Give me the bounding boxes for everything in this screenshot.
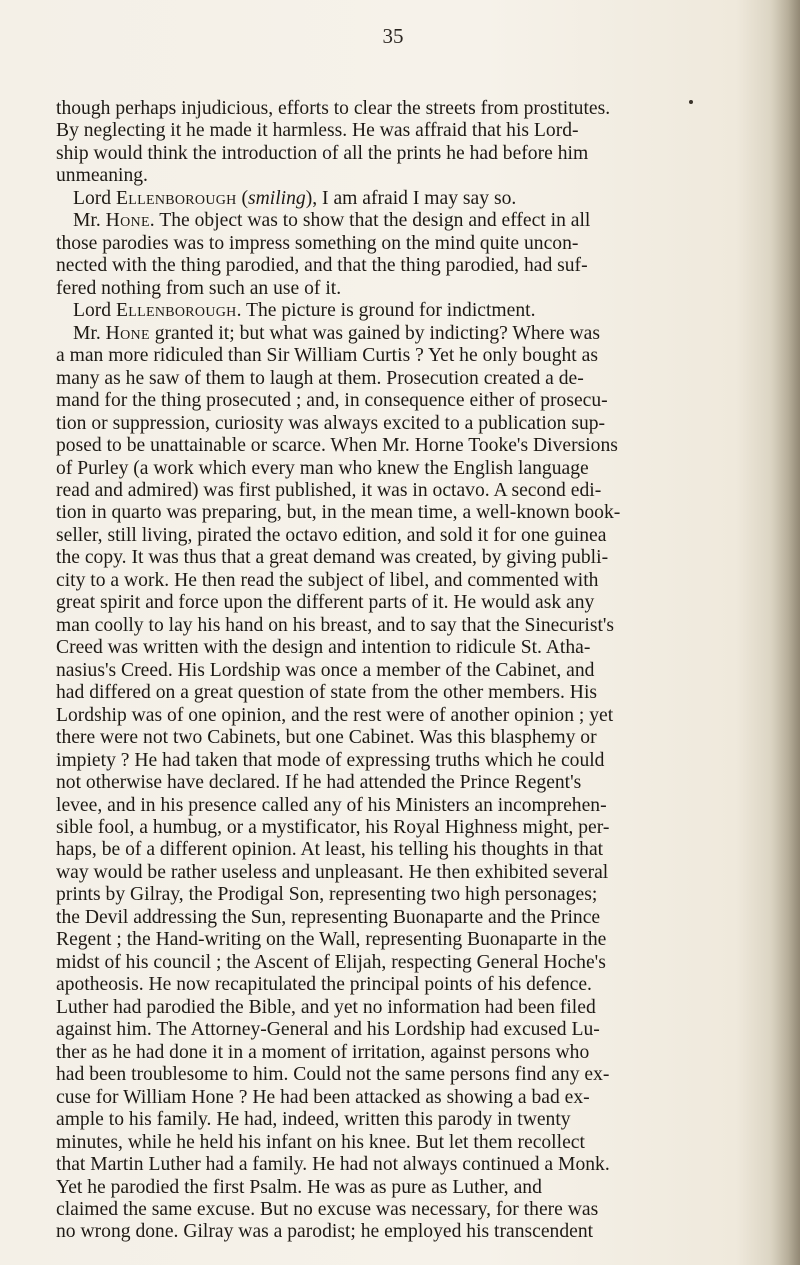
text-run: smiling	[248, 187, 306, 209]
text-line	[56, 255, 766, 277]
text-line	[56, 458, 766, 480]
text-line	[56, 165, 766, 187]
page-edge-shadow	[770, 0, 800, 1265]
text-line	[56, 952, 766, 974]
text-line	[56, 1221, 766, 1243]
text-run: Mr.	[73, 322, 106, 344]
text-line	[56, 143, 766, 165]
text-run: read and admired) was first published, it was in octavo. A second edi-	[56, 479, 602, 501]
text-line	[56, 390, 766, 412]
text-run: had been troublesome to him. Could not the same persons find any ex-	[56, 1064, 610, 1086]
text-line	[56, 1154, 766, 1176]
text-run: levee, and in his presence called any of his Ministers an incomprehen-	[56, 794, 607, 816]
text-line	[56, 435, 766, 457]
text-line	[56, 525, 766, 547]
text-line	[56, 1177, 766, 1199]
text-run: city to a work. He then read the subject of libel, and commented with	[56, 569, 599, 591]
text-run: though perhaps injudicious, efforts to clear the streets from prostitutes.	[56, 98, 611, 119]
text-run: (	[236, 187, 248, 209]
text-line	[56, 502, 766, 524]
text-line	[56, 1064, 766, 1086]
text-line	[56, 592, 766, 614]
text-run: ample to his family. He had, indeed, written this parody in twenty	[56, 1109, 571, 1131]
text-run: Luther had parodied the Bible, and yet no information had been filed	[56, 996, 596, 1018]
text-run: a man more ridiculed than Sir William Curtis ? Yet he only bought as	[56, 345, 598, 367]
text-run: mand for the thing prosecuted ; and, in consequence either of prosecu-	[56, 390, 608, 412]
speaker-name: Hone	[105, 210, 150, 232]
text-line	[56, 839, 766, 861]
text-line	[56, 547, 766, 569]
text-run: against him. The Attorney-General and his Lordship had excused Lu-	[56, 1019, 600, 1041]
text-line	[56, 929, 766, 951]
text-run: granted it; but what was gained by indicting? Where was	[149, 322, 600, 344]
text-line	[56, 1087, 766, 1109]
text-line	[56, 1199, 766, 1221]
text-line	[56, 705, 766, 727]
text-line	[56, 660, 766, 682]
text-run: Lord	[73, 300, 116, 322]
text-run: Regent ; the Hand-writing on the Wall, representing Buonaparte in the	[56, 929, 607, 951]
text-run: no wrong done. Gilray was a parodist; he employed his transcendent	[56, 1221, 594, 1243]
text-line	[56, 637, 766, 659]
text-line	[56, 233, 766, 255]
text-run: the copy. It was thus that a great demand was created, by giving publi-	[56, 547, 609, 569]
text-run: By neglecting it he made it harmless. He was affraid that his Lord-	[56, 120, 579, 142]
text-line	[56, 997, 766, 1019]
text-line	[56, 300, 766, 322]
text-line	[56, 1042, 766, 1064]
text-line	[56, 98, 766, 120]
text-line	[56, 615, 766, 637]
text-line	[56, 1109, 766, 1131]
text-run: Mr.	[73, 210, 106, 232]
text-line	[56, 772, 766, 794]
text-line	[56, 907, 766, 929]
text-run: of Purley (a work which every man who knew the English language	[56, 457, 589, 479]
text-line	[56, 210, 766, 232]
text-run: great spirit and force upon the different parts of it. He would ask any	[56, 592, 595, 614]
text-run: those parodies was to impress something on the mind quite uncon-	[56, 232, 579, 254]
text-run: . The object was to show that the design and effect in all	[149, 210, 591, 232]
text-run: posed to be unattainable or scarce. When Mr. Horne Tooke's Diversions	[56, 435, 618, 457]
text-line	[56, 1019, 766, 1041]
text-line	[56, 188, 766, 210]
text-run: had differed on a great question of state from the other members. His	[56, 682, 598, 704]
text-run: Yet he parodied the first Psalm. He was as pure as Luther, and	[56, 1176, 542, 1198]
text-run: many as he saw of them to laugh at them. Prosecution created a de-	[56, 367, 584, 389]
text-line	[56, 278, 766, 300]
text-run: haps, be of a different opinion. At least, his telling his thoughts in that	[56, 839, 604, 861]
text-run: not otherwise have declared. If he had attended the Prince Regent's	[56, 772, 582, 794]
text-run: unmeaning.	[56, 165, 148, 187]
text-run: ), I am afraid I may say so.	[305, 187, 517, 209]
text-run: Lordship was of one opinion, and the rest were of another opinion ; yet	[56, 704, 614, 726]
text-line	[56, 750, 766, 772]
text-line	[56, 413, 766, 435]
text-run: seller, still living, pirated the octavo edition, and sold it for one guinea	[56, 524, 607, 546]
text-run: nected with the thing parodied, and that the thing parodied, had suf-	[56, 255, 588, 277]
text-run: that Martin Luther had a family. He had not always continued a Monk.	[56, 1154, 610, 1176]
text-run: midst of his council ; the Ascent of Elijah, respecting General Hoche's	[56, 951, 606, 973]
text-line	[56, 480, 766, 502]
text-run: the Devil addressing the Sun, representing Buonaparte and the Prince	[56, 906, 601, 928]
text-run: ship would think the introduction of all the prints he had before him	[56, 142, 589, 164]
text-run: apotheosis. He now recapitulated the principal points of his defence.	[56, 974, 592, 996]
body-text	[56, 98, 766, 1244]
text-line	[56, 795, 766, 817]
text-line	[56, 862, 766, 884]
text-run: impiety ? He had taken that mode of expressing truths which he could	[56, 749, 605, 771]
speaker-name: Ellenborough	[116, 187, 237, 209]
text-line	[56, 368, 766, 390]
text-run: way would be rather useless and unpleasant. He then exhibited several	[56, 861, 609, 883]
text-line	[56, 570, 766, 592]
text-run: claimed the same excuse. But no excuse was necessary, for there was	[56, 1198, 599, 1220]
text-line	[56, 682, 766, 704]
text-run: minutes, while he held his infant on his knee. But let them recollect	[56, 1131, 585, 1153]
speaker-name: Hone	[105, 322, 150, 344]
text-run: . The picture is ground for indictment.	[236, 300, 536, 322]
text-run: cuse for William Hone ? He had been attacked as showing a bad ex-	[56, 1086, 590, 1108]
text-run: sible fool, a humbug, or a mystificator, his Royal Highness might, per-	[56, 817, 610, 838]
text-line	[56, 1132, 766, 1154]
text-run: tion or suppression, curiosity was always excited to a publication sup-	[56, 412, 606, 434]
page-number: 35	[382, 24, 404, 48]
text-run: nasius's Creed. His Lordship was once a member of the Cabinet, and	[56, 659, 595, 681]
speaker-name: Ellenborough	[116, 300, 237, 322]
text-line	[56, 817, 766, 839]
text-run: fered nothing from such an use of it.	[56, 277, 342, 299]
text-line	[56, 727, 766, 749]
text-line	[56, 323, 766, 345]
text-run: ther as he had done it in a moment of irritation, against persons who	[56, 1041, 590, 1063]
text-run: there were not two Cabinets, but one Cabinet. Was this blasphemy or	[56, 727, 597, 749]
text-run: prints by Gilray, the Prodigal Son, representing two high personages;	[56, 884, 598, 906]
text-run: Creed was written with the design and intention to ridicule St. Atha-	[56, 637, 591, 659]
text-line	[56, 974, 766, 996]
text-line	[56, 345, 766, 367]
text-line	[56, 884, 766, 906]
text-run: tion in quarto was preparing, but, in the mean time, a well-known book-	[56, 502, 621, 524]
text-run: man coolly to lay his hand on his breast, and to say that the Sinecurist's	[56, 614, 615, 636]
text-run: Lord	[73, 187, 116, 209]
text-line	[56, 120, 766, 142]
